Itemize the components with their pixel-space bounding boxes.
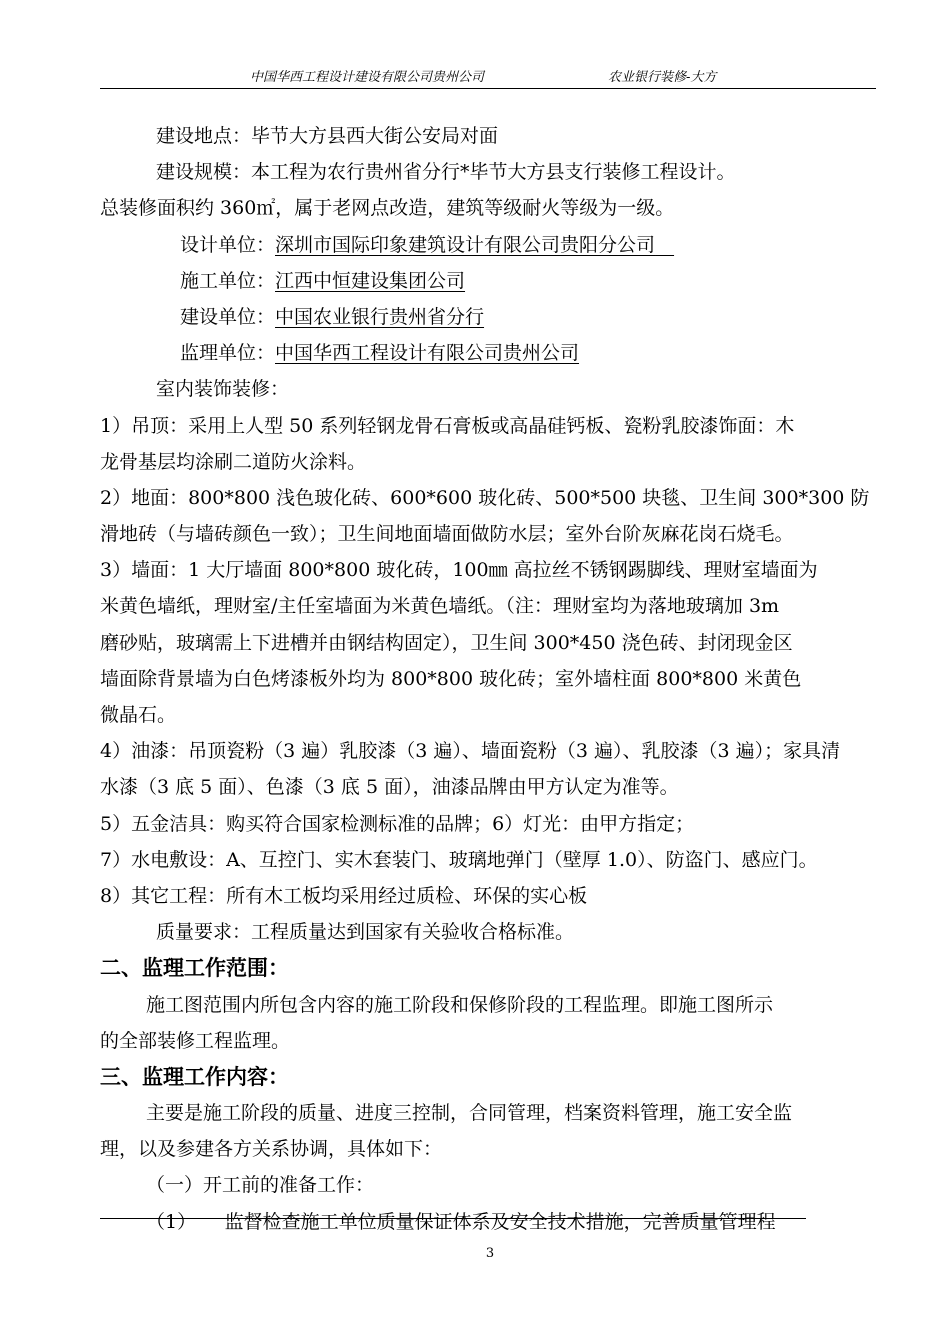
subsection-heading: （一）开工前的准备工作：: [146, 1174, 375, 1197]
unit-label: 设计单位：: [180, 233, 276, 256]
page-header: [100, 64, 876, 89]
paragraph-line: 5）五金洁具：购买符合国家检测标准的品牌；6）灯光：由甲方指定；: [100, 812, 695, 835]
paragraph-line: 施工图范围内所包含内容的施工阶段和保修阶段的工程监理。即施工图所示: [146, 993, 774, 1016]
paragraph-line: 1）吊顶：采用上人型 50 系列轻钢龙骨石膏板或高晶硅钙板、瓷粉乳胶漆饰面：木: [100, 414, 795, 437]
construction-scale: 建设规模：本工程为农行贵州省分行*毕节大方县支行装修工程设计。: [156, 161, 736, 184]
paragraph-line: 龙骨基层均涂刷二道防火涂料。: [100, 450, 367, 473]
paragraph-line: 7）水电敷设：A、互控门、实木套装门、玻璃地弹门（壁厚 1.0）、防盗门、感应门。: [100, 848, 818, 871]
owner-unit-row: [100, 299, 880, 335]
design-unit-row: [100, 227, 880, 263]
construction-unit-row: [100, 263, 880, 299]
paragraph-line: 主要是施工阶段的质量、进度三控制，合同管理，档案资料管理，施工安全监: [146, 1102, 793, 1125]
unit-value: 江西中恒建设集团公司: [275, 269, 466, 292]
section-heading-scope: 二、监理工作范围：: [100, 956, 289, 981]
unit-label: 监理单位：: [180, 342, 276, 365]
header-project: 农业银行装修-大方: [608, 70, 717, 85]
paragraph-line: 8）其它工程：所有木工板均采用经过质检、环保的实心板: [100, 884, 588, 907]
paragraph-line: 2）地面：800*800 浅色玻化砖、600*600 玻化砖、500*500 块毯、卫生间 300*300 防: [100, 486, 870, 509]
unit-value: 深圳市国际印象建筑设计有限公司贵阳分公司: [275, 233, 656, 256]
paragraph-line: 3）墙面：1 大厅墙面 800*800 玻化砖，100㎜ 高拉丝不锈钢踢脚线、理财室墙面为: [100, 559, 818, 582]
page-number: 3: [485, 1246, 495, 1261]
unit-label: 施工单位：: [180, 269, 276, 292]
paragraph-line: 的全部装修工程监理。: [100, 1029, 291, 1052]
section-heading-content: 三、监理工作内容：: [100, 1064, 289, 1089]
paragraph-line: 理，以及参建各方关系协调，具体如下：: [100, 1138, 443, 1161]
header-company: 中国华西工程设计建设有限公司贵州公司: [250, 70, 485, 85]
paragraph-line: 水漆（3 底 5 面）、色漆（3 底 5 面），油漆品牌由甲方认定为准等。: [100, 776, 679, 799]
paragraph-line: 滑地砖（与墙砖颜色一致）；卫生间地面墙面做防水层；室外台阶灰麻花岗石烧毛。: [100, 523, 794, 546]
paragraph-line: 总装修面积约 360㎡，属于老网点改造，建筑等级耐火等级为一级。: [100, 197, 675, 220]
paragraph-line: 4）油漆：吊顶瓷粉（3 遍）乳胶漆（3 遍）、墙面瓷粉（3 遍）、乳胶漆（3 遍）；家具清: [100, 740, 841, 763]
unit-value: 中国华西工程设计有限公司贵州公司: [275, 342, 580, 365]
paragraph-line: 磨砂贴，玻璃需上下进槽并由钢结构固定），卫生间 300*450 浇色砖、封闭现金区: [100, 631, 793, 654]
construction-location: 建设地点：毕节大方县西大街公安局对面: [156, 125, 499, 147]
paragraph-line: 墙面除背景墙为白色烤漆板外均为 800*800 玻化砖；室外墙柱面 800*800 米黄色: [100, 667, 802, 690]
unit-value: 中国农业银行贵州省分行: [275, 305, 485, 328]
paragraph-line: 微晶石。: [100, 704, 177, 726]
paragraph-line: （1） 监督检查施工单位质量保证体系及安全技术措施，完善质量管理程: [146, 1210, 776, 1233]
unit-label: 建设单位：: [180, 305, 276, 328]
supervision-unit-row: [100, 335, 880, 371]
paragraph-line: 米黄色墙纸，理财室/主任室墙面为米黄色墙纸。（注：理财室均为落地玻璃加 3m: [100, 595, 780, 618]
quality-requirement: 质量要求：工程质量达到国家有关验收合格标准。: [156, 921, 575, 944]
document-body: [100, 118, 880, 1240]
footer-divider: [100, 1218, 806, 1219]
interior-decoration-title: 室内装饰装修：: [156, 378, 290, 401]
